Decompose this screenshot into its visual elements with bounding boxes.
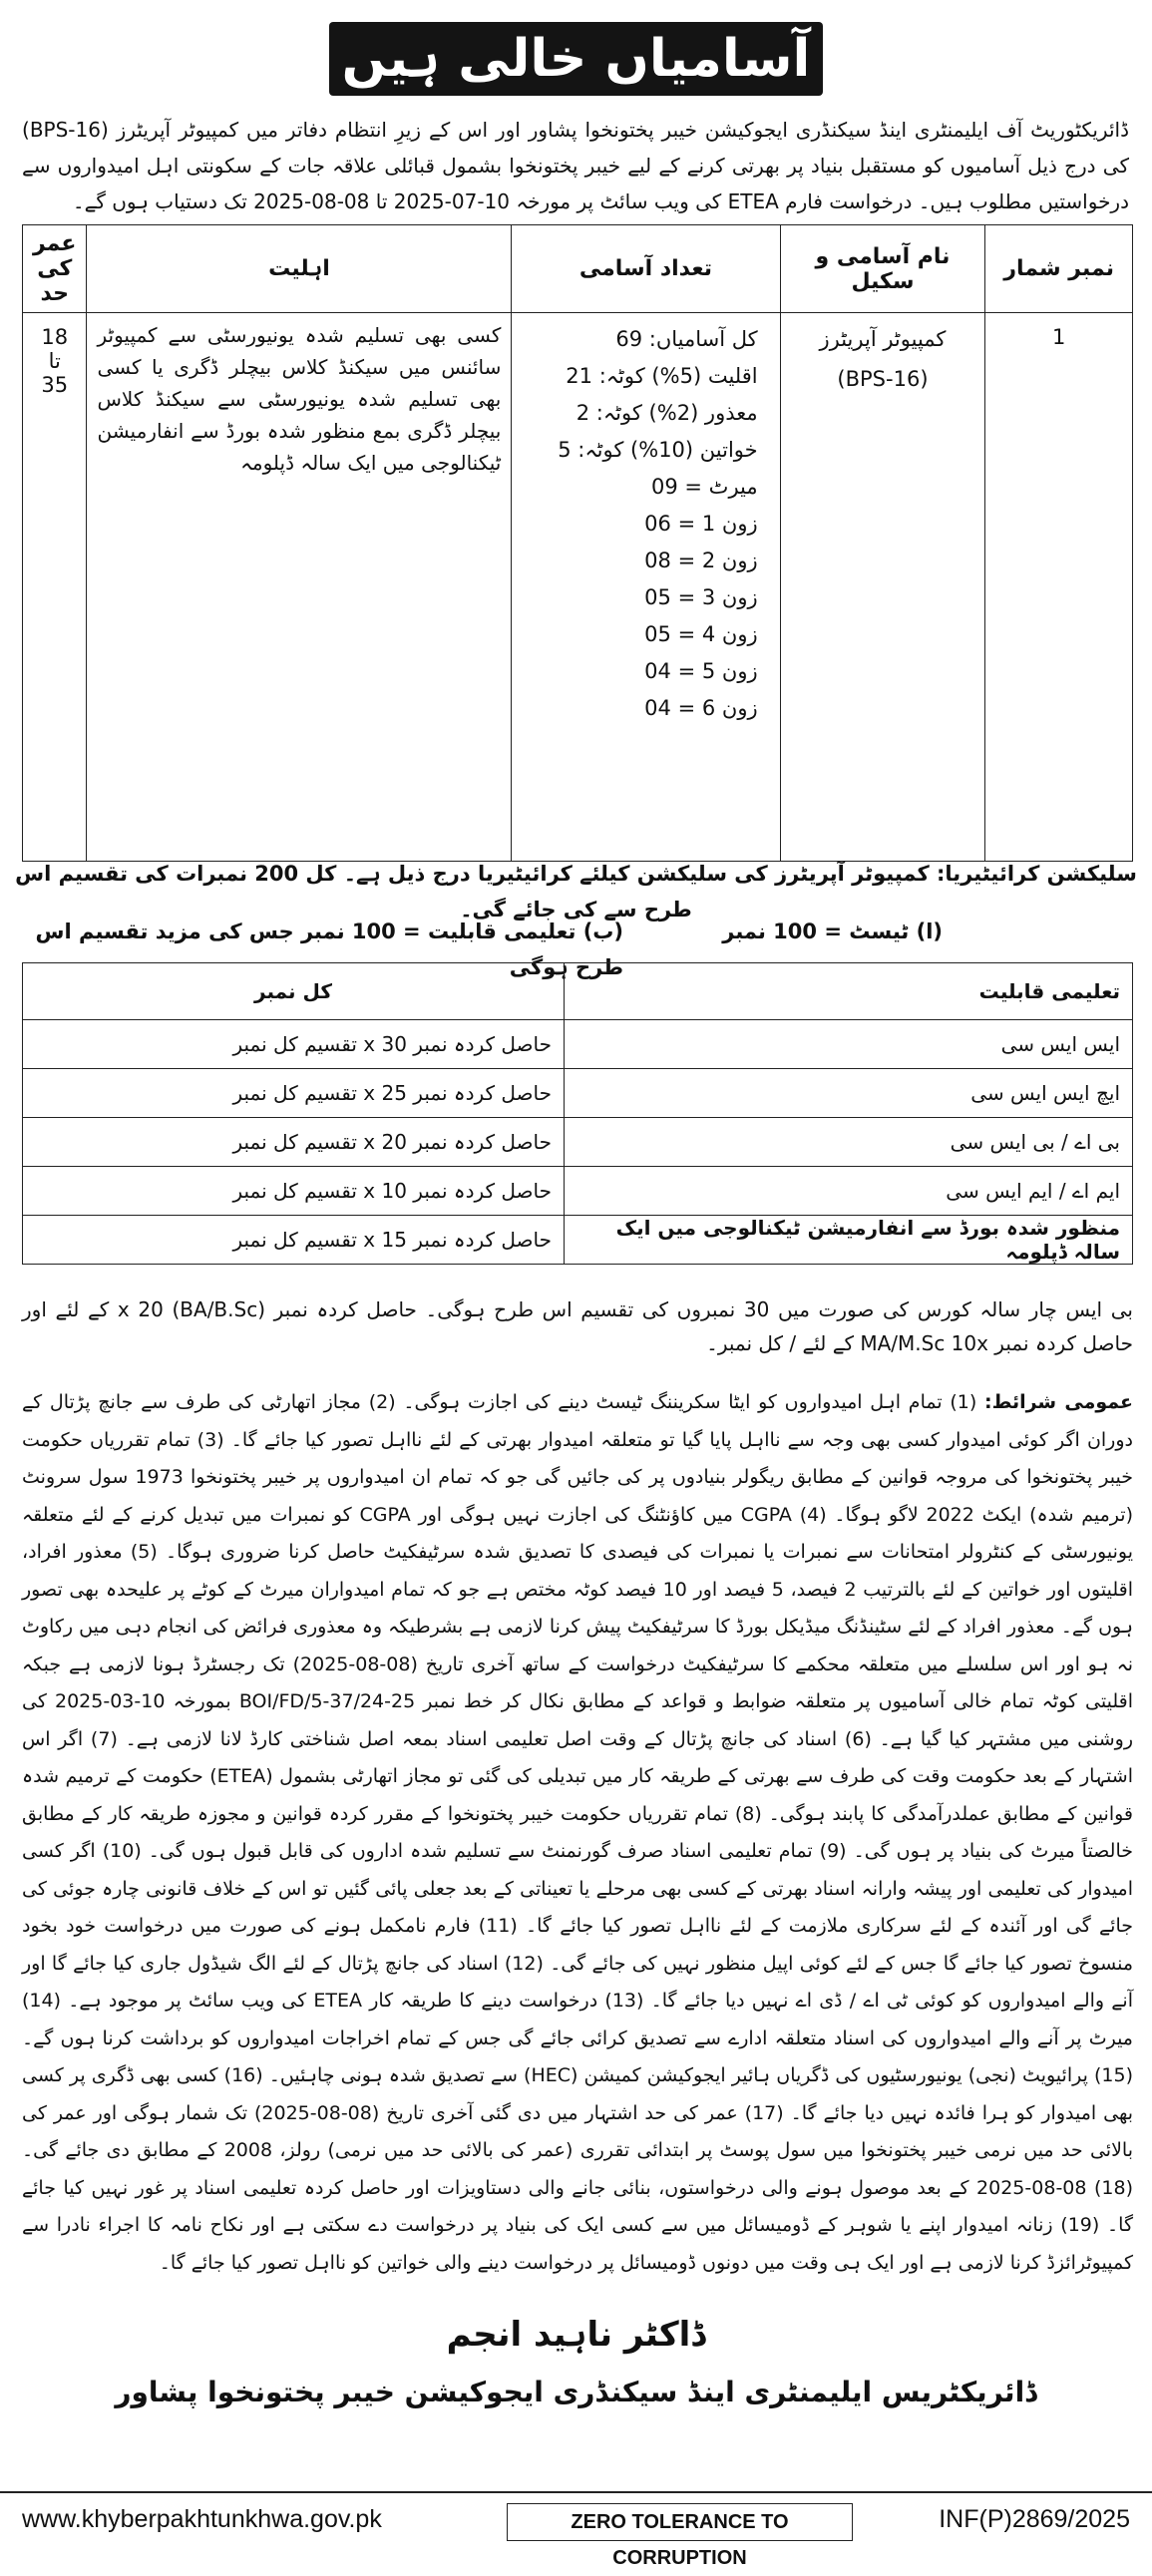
header-age: عمر کی حد [23,225,87,313]
table-row [23,1020,1133,1069]
general-conditions [22,1384,1133,2282]
footer-divider [0,2491,1152,2493]
total-cell: حاصل کردہ نمبر x 25 تقسیم کل نمبر [23,1069,565,1118]
general-conditions-label: عمومی شرائط: [984,1391,1134,1413]
quota-line: زون 5 = 04 [644,659,758,683]
qualification-cell: ایس ایس سی [565,1020,1133,1069]
posts-header-row [23,225,1133,313]
cell-quota [512,313,780,862]
cell-post [780,313,985,862]
qualification-cell: بی اے / بی ایس سی [565,1118,1133,1167]
criteria-education: (ب) تعلیمی قابلیت = 100 نمبر جس کی مزید تقسیم اس طرح ہوگی [35,920,623,979]
cell-serial: 1 [985,313,1133,862]
bs-course-note: بی ایس چار سالہ کورس کی صورت میں 30 نمبروں کی تقسیم اس طرح ہوگی۔ حاصل کردہ نمبر x 20 (BA/B.Sc) کے لئے اور حاصل کردہ نمبر MA/M.Sc 10x کے لئے / کل نمبر۔ [22,1297,1133,1355]
quota-line: کل آسامیاں: 69 [615,327,758,351]
table-row [23,1069,1133,1118]
post-name: کمپیوٹر آپریٹرز [819,327,947,351]
total-cell: حاصل کردہ نمبر x 20 تقسیم کل نمبر [23,1118,565,1167]
post-scale: (BPS-16) [837,367,929,391]
general-conditions-text: (1) تمام اہل امیدواروں کو ایٹا سکریننگ ٹیسٹ دینے کی اجازت ہوگی۔ (2) مجاز اتھارٹی کی طرف سے جانچ پڑتال کے دوران اگر کوئی امیدوار کسی بھی وجہ سے نااہل پایا گیا تو متعلقہ امیدوار بھرتی کے لئے نااہل تصور کیا جائے گا۔ (3) تمام تقرریاں حکومت خیبر پختونخوا کی مروجہ قوانین کے مطابق ریگولر بنیادوں پر کی جائیں گی جو کہ تمام ان امیدواروں پر خیبر پختونخوا 1973 سول سرونٹ (ترمیم شدہ) ایکٹ 2022 لاگو ہوگا۔ (4) CGPA میں کاؤنٹنگ کی اجازت نہیں ہوگی اور CGPA کو نمبرات میں تبدیل کرنے کے لئے متعلقہ یونیورسٹی کے کنٹرولر امتحانات سے نمبرات یا نمبرات کی فیصدی کا تصدیق شدہ سرٹیفکیٹ حاصل کرنا ضروری ہوگا۔ (5) معذور افراد، اقلیتوں اور خواتین کے لئے بالترتیب 2 فیصد، 5 فیصد اور 10 فیصد کوٹہ مختص ہے جو کہ تمام امیدواران میرٹ کے کوٹے پر علیحدہ بھی تصور ہوں گے۔ معذور افراد کے لئے سٹینڈنگ میڈیکل بورڈ کا سرٹیفکیٹ پیش کرنا لازمی ہے بشرطیکہ وہ معذوری فرائض کی انجام دہی میں رکاوٹ نہ ہو اور اس سلسلے میں متعلقہ محکمے کا سرٹیفکیٹ درخواست کے ساتھ آخری تاریخ (08-08-2025) تک رجسٹرڈ ہونا لازمی ہے جبکہ اقلیتی کوٹہ تمام خالی آسامیوں پر متعلقہ ضوابط و قواعد کے مطابق نکال کر خط نمبر BOI/FD/5-37/24-25 بمورخہ 10-03-2025 کی روشنی میں مشتہر کیا گیا ہے۔ (6) اسناد کی جانچ پڑتال کے وقت اصل تعلیمی اسناد بمعہ اصل شناختی کارڈ لانا لازمی ہے۔ (7) اگر اس اشتہار کے بعد حکومت وقت کی طرف سے بھرتی کے طریقہ کار میں تبدیلی کی گئی تو مجاز اتھارٹی بشمول (ETEA) حکومت کے ترمیم شدہ قوانین کے مطابق عملدرآمدگی کا پابند ہوگی۔ (8) تمام تقرریاں حکومت خیبر پختونخوا کے مقرر کردہ قوانین و مجوزہ طریقہ کار کے مطابق خالصتاً میرٹ کی بنیاد پر ہوں گی۔ (9) تمام تعلیمی اسناد صرف گورنمنٹ سے تسلیم شدہ اداروں کی قابل قبول ہوں گی۔ (10) اگر کسی امیدوار کی تعلیمی اور پیشہ وارانہ اسناد بھرتی کے کسی بھی مرحلے یا تعیناتی کے بعد جعلی پائی گئیں تو اس کے خلاف قانونی چارہ جوئی کی جائے گی اور آئندہ کے لئے سرکاری ملازمت کے لئے نااہل تصور کیا جائے گا۔ (11) فارم نامکمل ہونے کی صورت میں درخواست خود بخود منسوخ تصور کیا جائے گا جس کے لئے کوئی اپیل منظور نہیں کی جائے گی۔ (12) اسناد کی جانچ پڑتال کے لئے الگ شیڈول جاری کیا جائے گا اور آنے والے امیدواروں کو کوئی ٹی اے / ڈی اے نہیں دیا جائے گا۔ (13) درخواست دینے کا طریقہ کار ETEA کی ویب سائٹ پر موجود ہے۔ (14) میرٹ پر آنے والے امیدواروں کی اسناد متعلقہ ادارے سے تصدیق کرائی جائے گی جس کے تمام اخراجات امیدواروں کو برداشت کرنا ہوں گے۔ (15) پرائیویٹ (نجی) یونیورسٹیوں کی ڈگریاں ہائیر ایجوکیشن کمیشن (HEC) سے تصدیق شدہ ہونی چاہئیں۔ (16) کسی بھی ڈگری پر کسی بھی امیدوار کو ہرا فائدہ نہیں دیا جائے گا۔ (17) عمر کی حد اشتہار میں دی گئی آخری تاریخ (08-08-2025) تک شمار ہوگی اور عمر کی بالائی حد میں نرمی خیبر پختونخوا میں سول پوسٹ پر ابتدائی تقرری (عمر کی بالائی حد میں نرمی) رولز، 2008 کے مطابق دی جائے گی۔ (18) 08-08-2025 کے بعد موصول ہونے والی درخواستوں، بنائی جانے والی دستاویزات اور حاصل کردہ تعلیمی اسناد پر غور نہیں کیا جائے گا۔ (19) زنانہ امیدوار اپنے یا شوہر کے ڈومیسائل میں سے کسی ایک کی بنیاد پر درخواست دے سکتی ہے اور نکاح نامہ کا اجراء نادرا سے کمپیوٹرائزڈ کرنا لازمی ہے اور ایک ہی وقت میں دونوں ڈومیسائل پر درخواست دینے والی خواتین کو نااہل تصور کیا جائے گا۔ [22,1391,1134,2274]
marks-header-row [23,963,1133,1020]
header-count: تعداد آسامی [512,225,780,313]
marks-table [22,962,1133,1265]
total-cell: حاصل کردہ نمبر x 15 تقسیم کل نمبر [23,1216,565,1265]
qualification-cell: ایم اے / ایم ایس سی [565,1167,1133,1216]
quota-line: معذور (2%) کوٹہ: 2 [576,401,758,425]
quota-line: زون 6 = 04 [644,696,758,720]
cell-age: 18 تا 35 [23,313,87,862]
table-row [23,1167,1133,1216]
table-row [23,1216,1133,1265]
signatory-name: ڈاکٹر ناہید انجم [446,2315,706,2355]
footer-website-link[interactable]: www.khyberpakhtunkhwa.gov.pk [22,2505,382,2533]
selection-criteria-heading: سلیکشن کرائیٹیریا: کمپیوٹر آپریٹرز کی سلیکشن کیلئے کرائیٹیریا درج ذیل ہے۔ کل 200 نمبرات کی تقسیم اس طرح سے کی جائے گی۔ [15,862,1137,921]
header-serial: نمبر شمار [985,225,1133,313]
quota-line: زون 3 = 05 [644,585,758,609]
cell-eligibility: کسی بھی تسلیم شدہ یونیورسٹی سے کمپیوٹر سائنس میں سیکنڈ کلاس بیچلر ڈگری یا کسی بھی تسلیم شدہ یونیورسٹی سے سیکنڈ کلاس بیچلر ڈگری بمع منظور شدہ بورڈ سے انفارمیشن ٹیکنالوجی میں ایک سالہ ڈپلومہ [87,313,512,862]
header-post: نام آسامی و سکیل [780,225,985,313]
header-eligibility: اہلیت [87,225,512,313]
quota-line: خواتین (10%) کوٹہ: 5 [558,438,758,462]
qualification-cell: ایچ ایس ایس سی [565,1069,1133,1118]
footer-reference-number: INF(P)2869/2025 [939,2505,1130,2533]
footer-slogan-box: ZERO TOLERANCE TO CORRUPTION [507,2503,853,2541]
total-cell: حاصل کردہ نمبر x 30 تقسیم کل نمبر [23,1020,565,1069]
quota-line: اقلیت (5%) کوٹہ: 21 [566,364,758,388]
criteria-test: (ا) ٹیسٹ = 100 نمبر [722,920,943,943]
intro-paragraph: ڈائریکٹوریٹ آف ایلیمنٹری اینڈ سیکنڈری ایجوکیشن خیبر پختونخوا پشاور اور اس کے زیرِ انتظام دفاتر میں کمپیوٹر آپریٹرز (BPS-16) کی درج ذیل آسامیوں کو مستقبل بنیاد پر بھرتی کرنے کے لیے خیبر پختونخوا بشمول قبائلی علاقہ جات کے سکونتی اہل امیدواروں سے درخواستیں مطلوب ہیں۔ درخواست فارم ETEA کی ویب سائٹ پر مورخہ 10-07-2025 تا 08-08-2025 تک دستیاب ہوں گے۔ [22,118,1129,213]
quota-line: زون 4 = 05 [644,622,758,646]
table-row [23,313,1133,862]
total-cell: حاصل کردہ نمبر x 10 تقسیم کل نمبر [23,1167,565,1216]
qualification-cell: منظور شدہ بورڈ سے انفارمیشن ٹیکنالوجی میں ایک سالہ ڈپلومہ [565,1216,1133,1265]
quota-line: زون 1 = 06 [644,512,758,536]
quota-line: زون 2 = 08 [644,549,758,572]
header-total: کل نمبر [23,963,565,1020]
posts-table [22,224,1133,862]
signatory-title: ڈائریکٹریس ایلیمنٹری اینڈ سیکنڈری ایجوکیشن خیبر پختونخوا پشاور [115,2376,1037,2408]
header-qualification: تعلیمی قابلیت [565,963,1133,1020]
table-row [23,1118,1133,1167]
quota-line: میرٹ = 09 [651,475,758,499]
notice-banner: آسامیاں خالی ہیں [329,22,823,96]
